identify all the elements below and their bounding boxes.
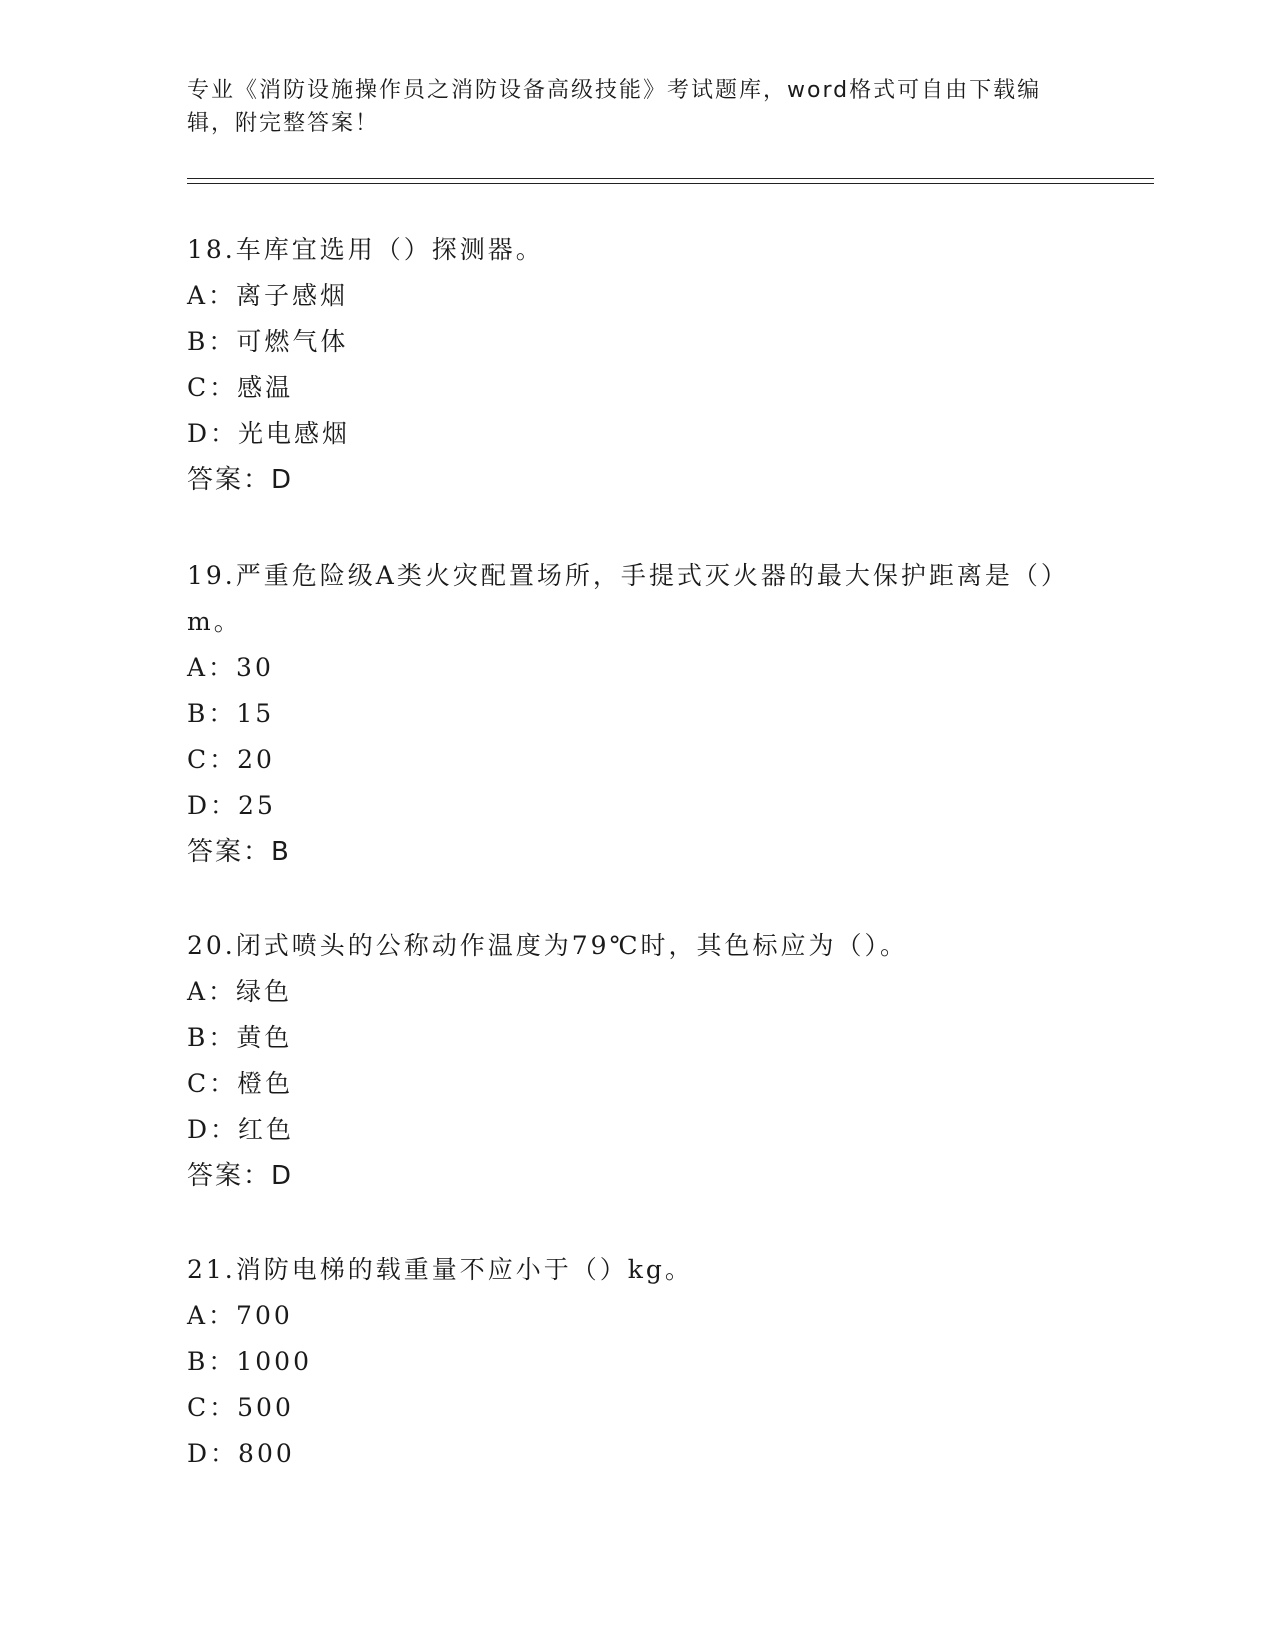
question-stem: 20.闭式喷头的公称动作温度为79℃时，其色标应为（）。 [187, 931, 909, 960]
option-b: B：15 [187, 699, 275, 728]
option-d: D：红色 [187, 1115, 295, 1144]
header-divider-bottom [187, 183, 1154, 184]
question-stem: 21.消防电梯的载重量不应小于（）kg。 [187, 1255, 693, 1284]
option-a: A：30 [187, 653, 274, 682]
question-stem: 19.严重危险级A类火灾配置场所，手提式灭火器的最大保护距离是（）m。 [187, 561, 1057, 636]
question-20 [187, 923, 1087, 1199]
option-b: B：黄色 [187, 1023, 293, 1052]
document-header: 专业《消防设施操作员之消防设备高级技能》考试题库，word格式可自由下载编辑，附完整答案！ [187, 78, 1042, 136]
question-19 [187, 553, 1087, 875]
option-b: B：可燃气体 [187, 327, 349, 356]
answer-label: 答案：B [187, 837, 291, 867]
option-c: C：橙色 [187, 1069, 294, 1098]
header-divider-top [187, 178, 1154, 179]
option-a: A：离子感烟 [187, 281, 349, 310]
option-a: A：绿色 [187, 977, 293, 1006]
option-c: C：感温 [187, 373, 294, 402]
question-21 [187, 1247, 1087, 1477]
option-c: C：20 [187, 745, 275, 774]
question-18 [187, 227, 1087, 503]
answer-label: 答案：D [187, 1161, 294, 1191]
option-d: D：800 [187, 1439, 295, 1468]
option-d: D：25 [187, 791, 276, 820]
option-b: B：1000 [187, 1347, 312, 1376]
option-c: C：500 [187, 1393, 294, 1422]
option-d: D：光电感烟 [187, 419, 351, 448]
answer-label: 答案：D [187, 465, 294, 495]
option-a: A：700 [187, 1301, 293, 1330]
question-stem: 18.车库宜选用（）探测器。 [187, 235, 544, 264]
